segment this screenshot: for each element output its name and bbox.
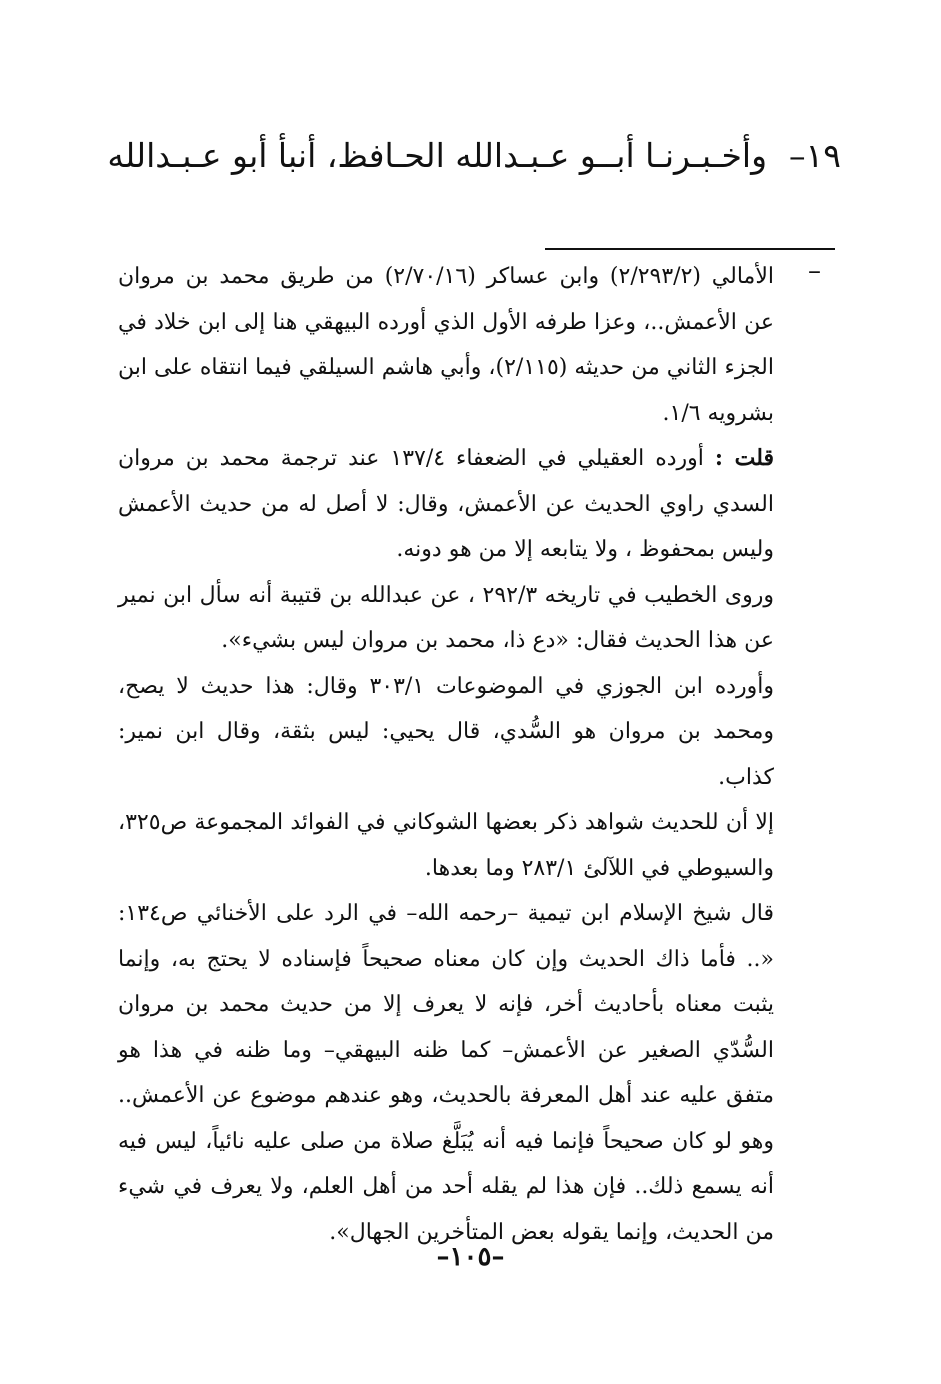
page-number: –١٠٥– — [436, 1242, 505, 1272]
footnote-paragraph — [118, 436, 774, 573]
footnote-body — [118, 254, 774, 1255]
footnote-separator — [545, 248, 835, 250]
hadith-entry-heading — [107, 132, 841, 180]
hadith-chain-text: وأخـبـرنـا أبــو عـبـدالله الحـافظ، أنبأ أبو عـبـدالله — [107, 136, 768, 175]
footnote-paragraph — [118, 891, 774, 1255]
hadith-number: ١٩– — [789, 136, 841, 175]
footnote-paragraph — [118, 664, 774, 801]
footnote-paragraph-text: الأمالي (٢/٢٩٣/٢) وابن عساكر (٢/٧٠/١٦) من طريق محمد بن مروان عن الأعمش..، وعزا طرفه الأول الذي أورده البيهقي هنا إلى ابن خلاد في الجزء الثاني من حديثه (٢/١١٥)، وأبي هاشم السيلقي فيما انتقاه على ابن بشرويه ١/٦. — [118, 264, 774, 426]
footnote-paragraph — [118, 800, 774, 891]
footnote-paragraph-text: وأورده ابن الجوزي في الموضوعات ٣٠٣/١ وقال: هذا حديث لا يصح، ومحمد بن مروان هو السُّدي، قال يحيي: ليس بثقة، وقال ابن نمير: كذاب. — [118, 673, 775, 790]
footnote-paragraph-text: إلا أن للحديث شواهد ذكر بعضها الشوكاني في الفوائد المجموعة ص٣٢٥، والسيوطي في اللآلئ ٢٨٣/١ وما بعدها. — [118, 810, 774, 881]
footnote-paragraph-lead: قلت : — [714, 445, 774, 471]
footnote-marker: – — [808, 256, 821, 286]
footnote-paragraph-text: وروى الخطيب في تاريخه ٢٩٢/٣ ، عن عبدالله بن قتيبة أنه سأل ابن نمير عن هذا الحديث فقال: «دع ذا، محمد بن مروان ليس بشيء». — [118, 582, 774, 653]
footnote-paragraph — [118, 254, 774, 436]
footnote-paragraph-text: قال شيخ الإسلام ابن تيمية –رحمه الله– في الرد على الأخنائي ص١٣٤: «.. فأما ذاك الحديث وإن كان معناه صحيحاً فإسناده لا يحتج به، وإنما يثبت معناه بأحاديث أخر، فإنه لا يعرف إلا من حديث محمد بن مروان السُّدّي الصغير عن الأعمش– كما ظنه البيهقي– وما ظنه في هذا هو متفق عليه عند أهل المعرفة بالحديث، وهو عندهم موضوع عن الأعمش.. وهو لو كان صحيحاً فإنما فيه أنه يُبَلَّغ صلاة من صلى عليه نائياً، ليس فيه أنه يسمع ذلك.. فإن هذا لم يقله أحد من أهل العلم، ولا يعرف في شيء من الحديث، وإنما يقوله بعض المتأخرين الجهال». — [118, 901, 774, 1245]
footnote-paragraph-text: أورده العقيلي في الضعفاء ١٣٧/٤ عند ترجمة محمد بن مروان السدي راوي الحديث عن الأعمش، وقال: لا أصل له من حديث الأعمش وليس بمحفوظ ، ولا يتابعه إلا من هو دونه. — [118, 446, 774, 562]
footnote-paragraph — [118, 573, 774, 664]
